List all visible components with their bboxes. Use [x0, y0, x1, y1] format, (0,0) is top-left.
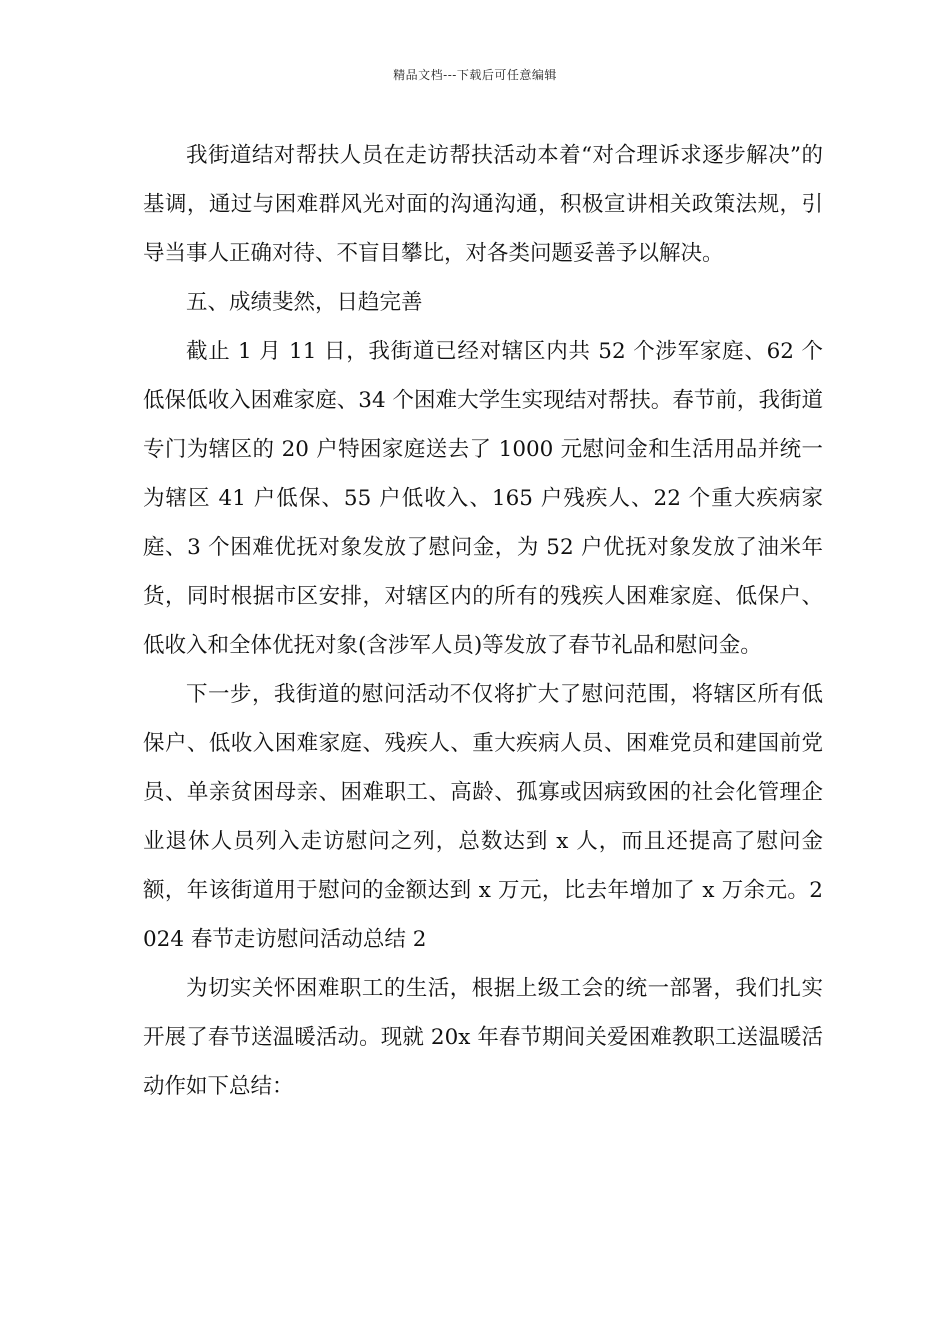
document-body	[143, 131, 823, 1111]
page-header: 精品文档---下载后可任意编辑	[393, 68, 557, 82]
paragraph-union-warmth-activity: 为切实关怀困难职工的生活，根据上级工会的统一部署，我们扎实开展了春节送温暖活动。现就 20x 年春节期间关爱困难教职工送温暖活动作如下总结：	[143, 976, 823, 1099]
paragraph-next-steps: 下一步，我街道的慰问活动不仅将扩大了慰问范围，将辖区所有低保户、低收入困难家庭、残疾人、重大疾病人员、困难党员和建国前党员、单亲贫困母亲、困难职工、高龄、孤寡或因病致困的社会化管理企业退休人员列入走访慰问之列，总数达到 x 人，而且还提高了慰问金额，年该街道用于慰问的金额达到 x 万元，比去年增加了 x 万余元。2024 春节走访慰问活动总结 2	[143, 682, 823, 952]
paragraph-visit-approach: 我街道结对帮扶人员在走访帮扶活动本着“对合理诉求逐步解决”的基调，通过与困难群风光对面的沟通沟通，积极宣讲相关政策法规，引导当事人正确对待、不盲目攀比，对各类问题妥善予以解决。	[143, 143, 823, 266]
section-heading-achievements: 五、成绩斐然，日趋完善	[186, 290, 423, 315]
paragraph-assistance-results: 截止 1 月 11 日，我街道已经对辖区内共 52 个涉军家庭、62 个低保低收入困难家庭、34 个困难大学生实现结对帮扶。春节前，我街道专门为辖区的 20 户特困家庭送去了 1000 元慰问金和生活用品并统一为辖区 41 户低保、55 户低收入、165 户残疾人、22 个重大疾病家庭、3 个困难优抚对象发放了慰问金，为 52 户优抚对象发放了油米年货，同时根据市区安排，对辖区内的所有的残疾人困难家庭、低保户、低收入和全体优抚对象(含涉军人员)等发放了春节礼品和慰问金。	[143, 339, 823, 658]
